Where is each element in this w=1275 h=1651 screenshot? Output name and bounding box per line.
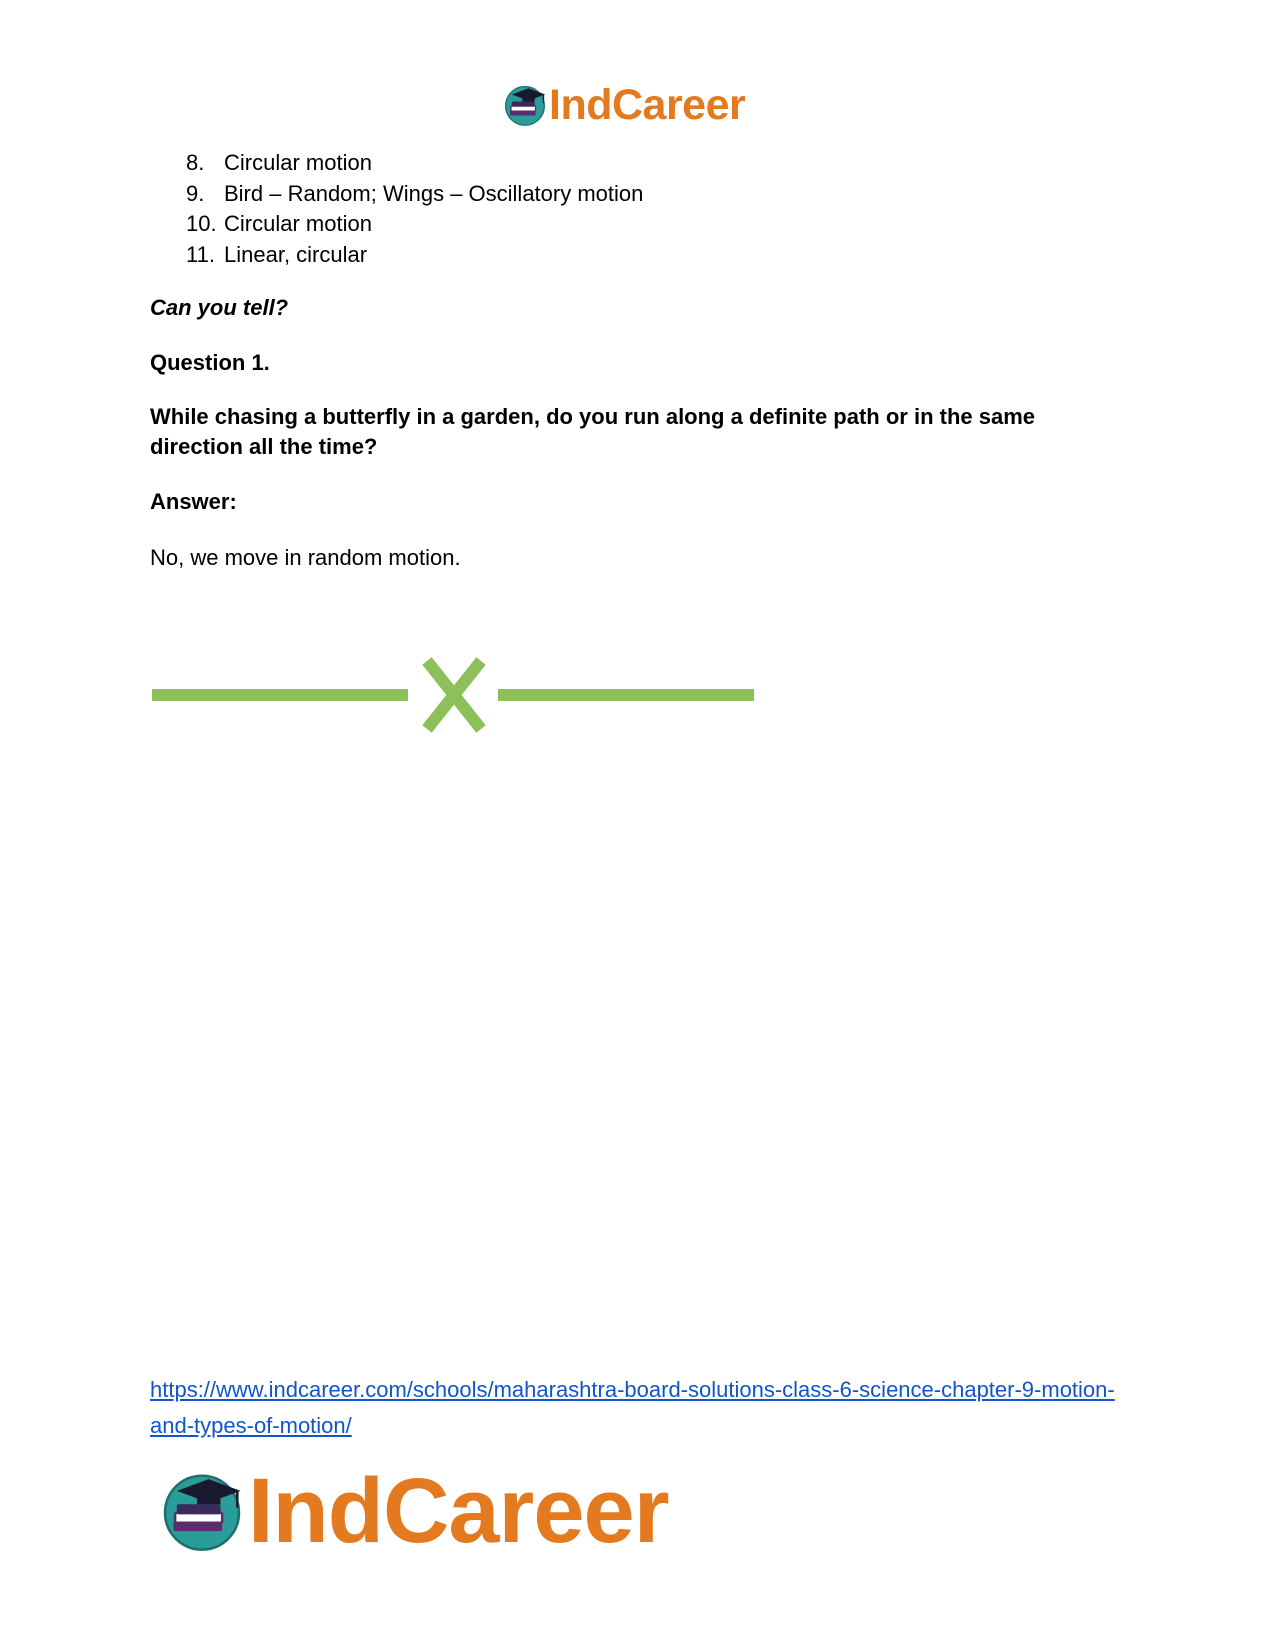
list-item-text: Bird – Random; Wings – Oscillatory motion bbox=[224, 180, 644, 206]
source-link[interactable]: https://www.indcareer.com/schools/maharashtra-board-solutions-class-6-science-chapter-9-motion-and-types-of-motion/ bbox=[150, 1377, 1115, 1438]
list-item-number: 9. bbox=[186, 180, 205, 206]
section-divider bbox=[150, 653, 755, 733]
answer-label: Answer: bbox=[150, 489, 237, 514]
header-logo bbox=[503, 80, 745, 130]
section-title: Can you tell? bbox=[150, 295, 289, 320]
list-item-number: 10. bbox=[186, 211, 217, 236]
footer-logo bbox=[160, 1460, 669, 1562]
list-item bbox=[186, 240, 643, 271]
list-item-text: Linear, circular bbox=[224, 241, 368, 267]
list-item-text: Circular motion bbox=[224, 150, 372, 175]
footer-logo-text: IndCareer bbox=[248, 1460, 669, 1562]
header-logo-text: IndCareer bbox=[549, 80, 746, 129]
question-label: Question 1. bbox=[150, 350, 270, 375]
cross-icon bbox=[427, 661, 481, 729]
list-item bbox=[186, 148, 643, 179]
answer-text: No, we move in random motion. bbox=[150, 545, 461, 570]
graduation-cap-books-globe-icon bbox=[503, 83, 547, 127]
graduation-cap-books-globe-icon bbox=[160, 1469, 244, 1553]
list-item bbox=[186, 179, 643, 210]
divider-line-left bbox=[152, 689, 408, 701]
list-item-text: Circular motion bbox=[224, 211, 372, 236]
list-item-number: 11. bbox=[186, 241, 215, 267]
question-text: While chasing a butterfly in a garden, do you run along a definite path or in the same direction all the time? bbox=[150, 404, 1035, 459]
list-item bbox=[186, 209, 643, 240]
list-item-number: 8. bbox=[186, 150, 205, 175]
answers-list bbox=[186, 148, 643, 270]
divider-line-right bbox=[498, 689, 754, 701]
